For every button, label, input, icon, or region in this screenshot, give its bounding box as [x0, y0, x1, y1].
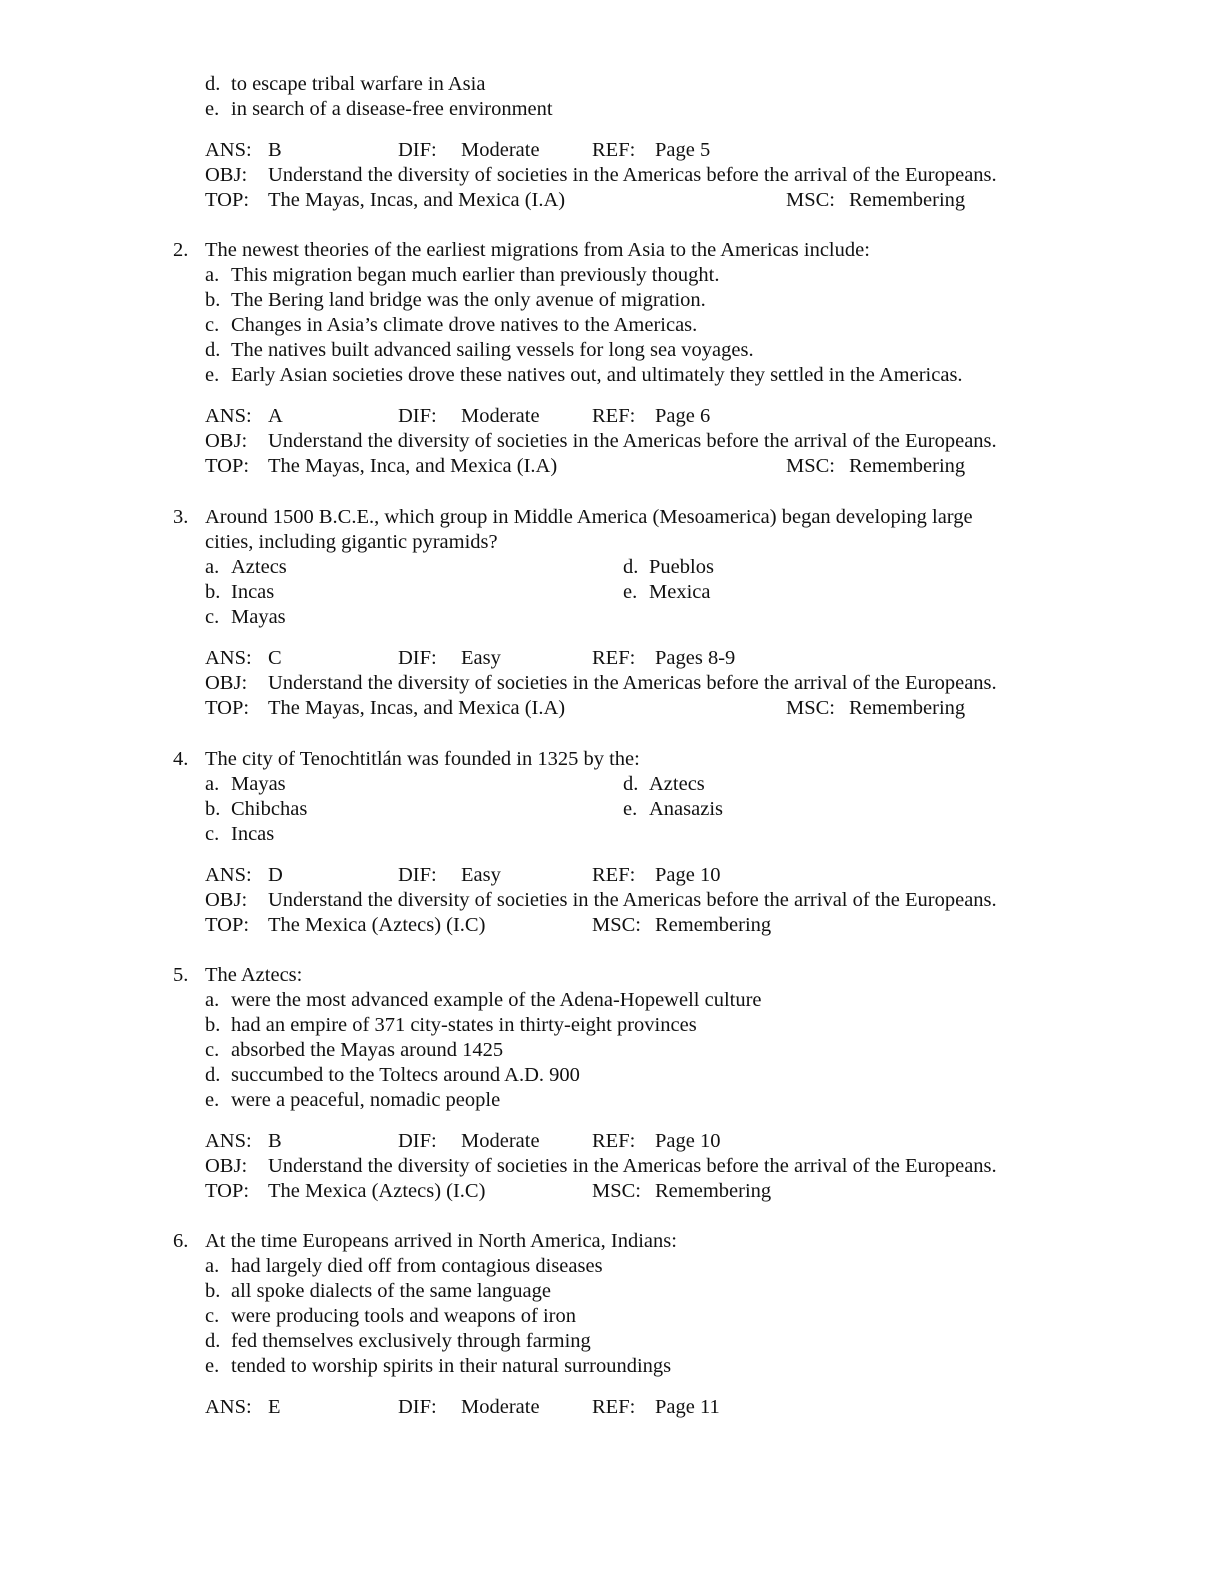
- choice-text: had largely died off from contagious diseases: [231, 1255, 603, 1277]
- msc-value: Remembering: [655, 914, 772, 936]
- choice-text: Early Asian societies drove these natives out, and ultimately they settled in the Americas.: [231, 364, 963, 386]
- choice-e: [205, 97, 553, 122]
- dif-value: Easy: [461, 864, 501, 886]
- top-value: The Mexica (Aztecs) (I.C): [268, 1180, 486, 1202]
- choice-a: [205, 1254, 603, 1279]
- obj-value: Understand the diversity of societies in the Americas before the arrival of the Europeans.: [268, 1155, 997, 1177]
- top-value: The Mayas, Incas, and Mexica (I.A): [268, 189, 566, 211]
- ref-value: Page 6: [655, 405, 711, 427]
- msc-value: Remembering: [655, 1180, 772, 1202]
- choice-b: [205, 1013, 697, 1038]
- choice-letter: b.: [205, 581, 221, 603]
- ans-label: ANS:: [205, 1130, 252, 1152]
- choice-letter: e.: [205, 364, 220, 386]
- choice-d: [205, 1329, 591, 1354]
- choice-letter: c.: [205, 606, 220, 628]
- dif-label: DIF:: [398, 864, 437, 886]
- question-stem-line2: cities, including gigantic pyramids?: [205, 531, 498, 553]
- dif-label: DIF:: [398, 405, 437, 427]
- choice-d: [623, 555, 714, 580]
- choice-letter: a.: [205, 556, 220, 578]
- choice-b: [205, 580, 274, 605]
- choice-letter: e.: [205, 1355, 220, 1377]
- dif-value: Moderate: [461, 139, 540, 161]
- choice-letter: b.: [205, 1280, 221, 1302]
- choice-letter: b.: [205, 798, 221, 820]
- msc-value: Remembering: [849, 455, 966, 477]
- choice-c: [205, 605, 286, 630]
- choice-text: Anasazis: [649, 798, 724, 820]
- ans-value: D: [268, 864, 283, 886]
- ref-label: REF:: [592, 405, 636, 427]
- choice-text: fed themselves exclusively through farming: [231, 1330, 591, 1352]
- obj-label: OBJ:: [205, 672, 248, 694]
- choice-letter: b.: [205, 1014, 221, 1036]
- choice-e: [205, 363, 963, 388]
- choice-text: Mayas: [231, 773, 286, 795]
- choice-b: [205, 797, 307, 822]
- choice-c: [205, 1304, 576, 1329]
- ref-value: Page 10: [655, 1130, 721, 1152]
- choice-text: Changes in Asia’s climate drove natives to the Americas.: [231, 314, 698, 336]
- choice-letter: a.: [205, 989, 220, 1011]
- question-stem: The Aztecs:: [205, 964, 303, 986]
- ans-label: ANS:: [205, 1396, 252, 1418]
- choice-b: [205, 288, 706, 313]
- choice-d: [205, 72, 485, 97]
- msc-label: MSC:: [786, 697, 835, 719]
- choice-e: [623, 797, 723, 822]
- choice-letter: c.: [205, 1305, 220, 1327]
- choice-text: Aztecs: [649, 773, 705, 795]
- choice-c: [205, 822, 274, 847]
- msc-label: MSC:: [592, 914, 641, 936]
- question-stem: Around 1500 B.C.E., which group in Middle America (Mesoamerica) began developing large: [205, 506, 973, 528]
- ans-label: ANS:: [205, 139, 252, 161]
- choice-letter: d.: [205, 1330, 221, 1352]
- dif-label: DIF:: [398, 647, 437, 669]
- ans-value: C: [268, 647, 282, 669]
- msc-value: Remembering: [849, 189, 966, 211]
- choice-letter: e.: [623, 581, 638, 603]
- choice-text: were producing tools and weapons of iron: [231, 1305, 576, 1327]
- ans-label: ANS:: [205, 864, 252, 886]
- question-number: 3.: [173, 506, 189, 528]
- choice-letter: d.: [205, 1064, 221, 1086]
- choice-letter: c.: [205, 1039, 220, 1061]
- choice-c: [205, 1038, 503, 1063]
- ref-label: REF:: [592, 864, 636, 886]
- dif-label: DIF:: [398, 1130, 437, 1152]
- choice-letter: d.: [623, 773, 639, 795]
- choice-letter: e.: [205, 98, 220, 120]
- question-stem: At the time Europeans arrived in North America, Indians:: [205, 1230, 677, 1252]
- ref-value: Pages 8-9: [655, 647, 736, 669]
- choice-e: [205, 1354, 671, 1379]
- choice-text: were the most advanced example of the Adena-Hopewell culture: [231, 989, 762, 1011]
- choice-d: [205, 1063, 580, 1088]
- choice-text: The natives built advanced sailing vessels for long sea voyages.: [231, 339, 754, 361]
- choice-text: This migration began much earlier than previously thought.: [231, 264, 720, 286]
- choice-text: had an empire of 371 city-states in thirty-eight provinces: [231, 1014, 697, 1036]
- choice-e: [205, 1088, 500, 1113]
- top-label: TOP:: [205, 914, 250, 936]
- obj-label: OBJ:: [205, 889, 248, 911]
- obj-value: Understand the diversity of societies in the Americas before the arrival of the Europeans.: [268, 430, 997, 452]
- obj-label: OBJ:: [205, 430, 248, 452]
- choice-a: [205, 988, 762, 1013]
- obj-label: OBJ:: [205, 164, 248, 186]
- choice-c: [205, 313, 697, 338]
- ref-label: REF:: [592, 647, 636, 669]
- choice-letter: d.: [205, 339, 221, 361]
- top-value: The Mayas, Incas, and Mexica (I.A): [268, 697, 566, 719]
- ref-label: REF:: [592, 139, 636, 161]
- choice-d: [205, 338, 754, 363]
- ans-label: ANS:: [205, 647, 252, 669]
- choice-letter: e.: [205, 1089, 220, 1111]
- dif-value: Easy: [461, 647, 501, 669]
- question-number: 6.: [173, 1230, 189, 1252]
- ans-label: ANS:: [205, 405, 252, 427]
- question-number: 4.: [173, 748, 189, 770]
- dif-label: DIF:: [398, 139, 437, 161]
- choice-text: tended to worship spirits in their natural surroundings: [231, 1355, 672, 1377]
- choice-text: The Bering land bridge was the only avenue of migration.: [231, 289, 706, 311]
- choice-b: [205, 1279, 551, 1304]
- choice-text: in search of a disease-free environment: [231, 98, 553, 120]
- dif-value: Moderate: [461, 1396, 540, 1418]
- choice-letter: c.: [205, 314, 220, 336]
- choice-text: Mexica: [649, 581, 711, 603]
- ref-value: Page 5: [655, 139, 711, 161]
- choice-letter: e.: [623, 798, 638, 820]
- obj-value: Understand the diversity of societies in the Americas before the arrival of the Europeans.: [268, 164, 997, 186]
- ref-label: REF:: [592, 1130, 636, 1152]
- obj-value: Understand the diversity of societies in the Americas before the arrival of the Europeans.: [268, 672, 997, 694]
- dif-label: DIF:: [398, 1396, 437, 1418]
- ref-label: REF:: [592, 1396, 636, 1418]
- top-label: TOP:: [205, 697, 250, 719]
- choice-text: succumbed to the Toltecs around A.D. 900: [231, 1064, 580, 1086]
- choice-a: [205, 263, 719, 288]
- ref-value: Page 11: [655, 1396, 720, 1418]
- choice-text: Chibchas: [231, 798, 308, 820]
- choice-text: absorbed the Mayas around 1425: [231, 1039, 504, 1061]
- ans-value: B: [268, 139, 282, 161]
- question-number: 2.: [173, 239, 189, 261]
- choice-e: [623, 580, 710, 605]
- choice-letter: d.: [623, 556, 639, 578]
- choice-text: Incas: [231, 823, 275, 845]
- choice-text: to escape tribal warfare in Asia: [231, 73, 486, 95]
- top-value: The Mexica (Aztecs) (I.C): [268, 914, 486, 936]
- choice-letter: a.: [205, 773, 220, 795]
- msc-label: MSC:: [592, 1180, 641, 1202]
- ans-value: E: [268, 1396, 281, 1418]
- dif-value: Moderate: [461, 1130, 540, 1152]
- msc-label: MSC:: [786, 455, 835, 477]
- choice-letter: a.: [205, 1255, 220, 1277]
- choice-letter: d.: [205, 73, 221, 95]
- choice-text: all spoke dialects of the same language: [231, 1280, 551, 1302]
- choice-a: [205, 772, 286, 797]
- choice-text: Mayas: [231, 606, 286, 628]
- choice-text: Incas: [231, 581, 275, 603]
- ref-value: Page 10: [655, 864, 721, 886]
- question-stem: The city of Tenochtitlán was founded in 1325 by the:: [205, 748, 640, 770]
- choice-d: [623, 772, 705, 797]
- ans-value: A: [268, 405, 283, 427]
- choice-a: [205, 555, 287, 580]
- question-number: 5.: [173, 964, 189, 986]
- obj-label: OBJ:: [205, 1155, 248, 1177]
- top-label: TOP:: [205, 189, 250, 211]
- choice-text: Aztecs: [231, 556, 287, 578]
- choice-text: Pueblos: [649, 556, 714, 578]
- choice-letter: b.: [205, 289, 221, 311]
- top-value: The Mayas, Inca, and Mexica (I.A): [268, 455, 558, 477]
- obj-value: Understand the diversity of societies in the Americas before the arrival of the Europeans.: [268, 889, 997, 911]
- ans-value: B: [268, 1130, 282, 1152]
- choice-text: were a peaceful, nomadic people: [231, 1089, 501, 1111]
- msc-label: MSC:: [786, 189, 835, 211]
- top-label: TOP:: [205, 1180, 250, 1202]
- dif-value: Moderate: [461, 405, 540, 427]
- question-stem: The newest theories of the earliest migrations from Asia to the Americas include:: [205, 239, 870, 261]
- msc-value: Remembering: [849, 697, 966, 719]
- top-label: TOP:: [205, 455, 250, 477]
- choice-letter: a.: [205, 264, 220, 286]
- choice-letter: c.: [205, 823, 220, 845]
